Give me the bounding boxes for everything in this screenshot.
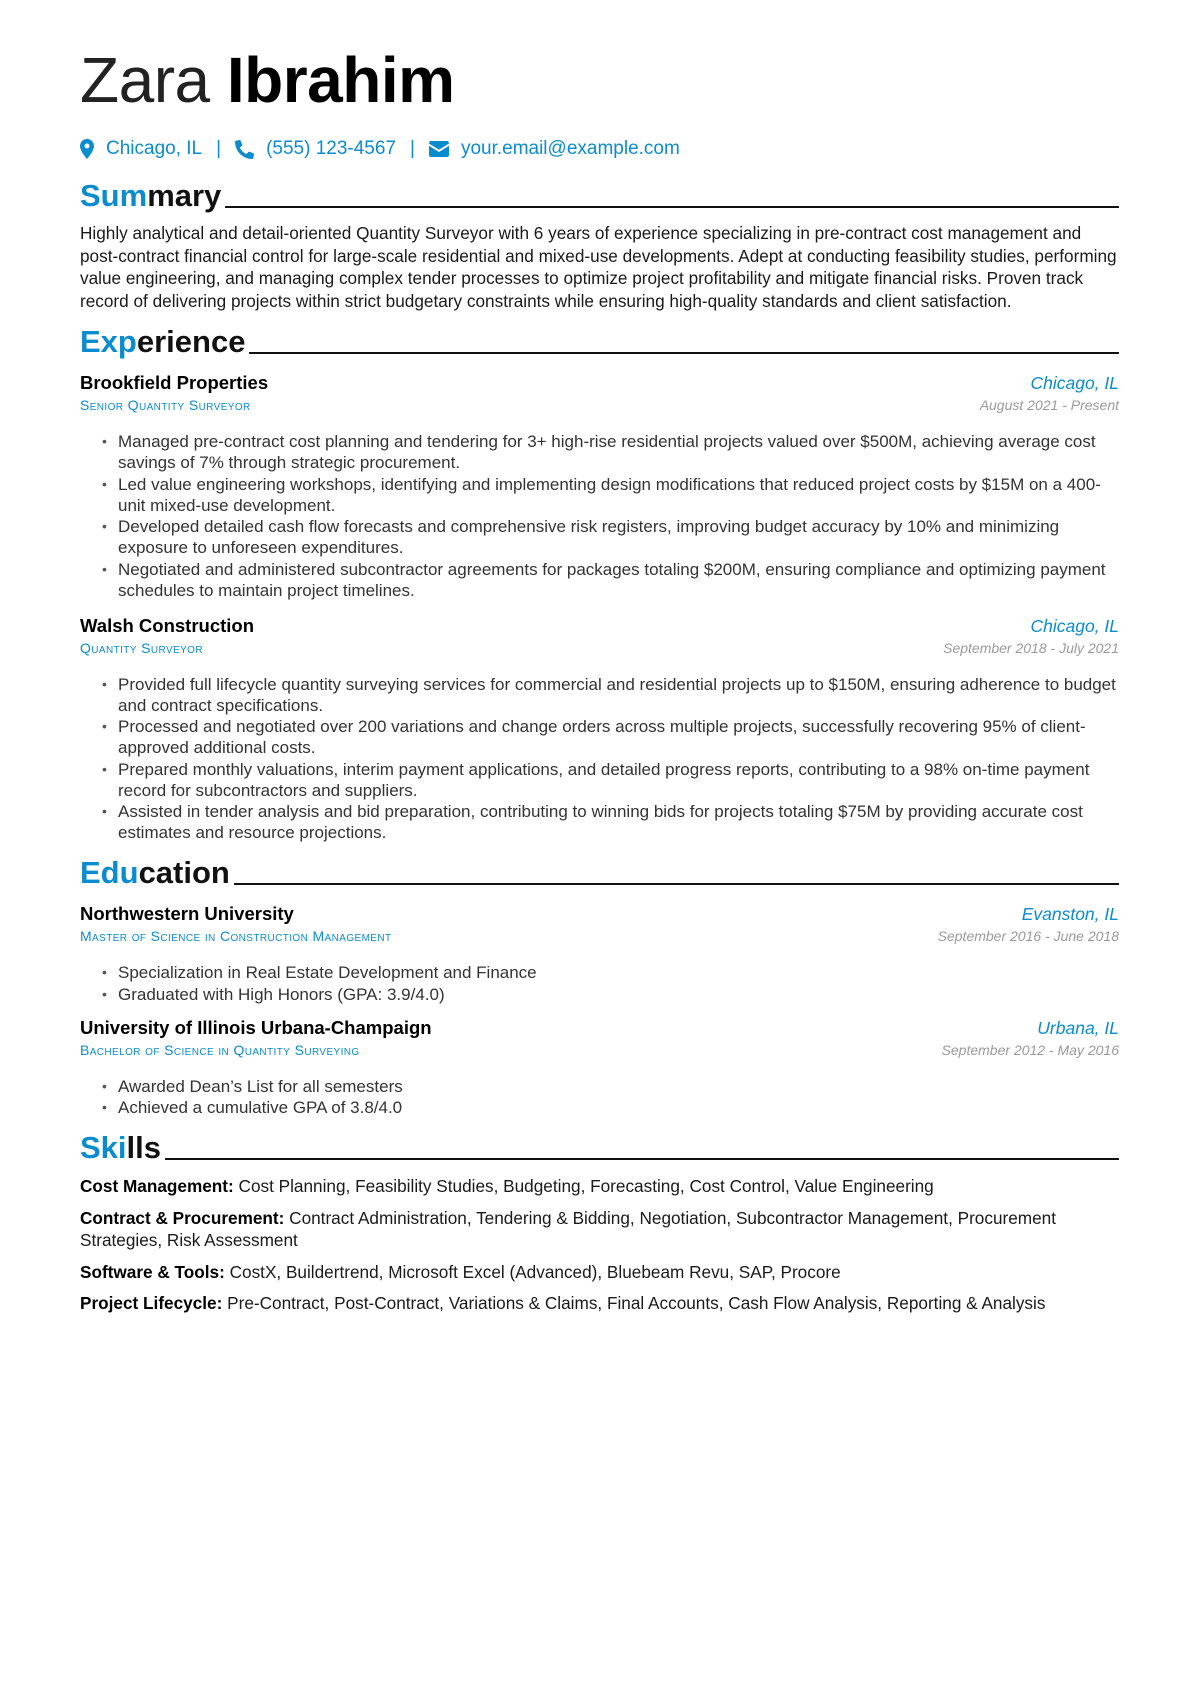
section-title: Skills xyxy=(80,1130,161,1165)
list-item: • Awarded Dean’s List for all semesters xyxy=(102,1076,1119,1097)
list-item: • Achieved a cumulative GPA of 3.8/4.0 xyxy=(102,1097,1119,1118)
experience-section-header xyxy=(80,320,1119,360)
entry-location: Urbana, IL xyxy=(1037,1017,1119,1038)
skill-values: CostX, Buildertrend, Microsoft Excel (Advanced), Bluebeam Revu, SAP, Procore xyxy=(229,1261,841,1282)
phone-icon xyxy=(235,140,254,159)
education-entry xyxy=(80,903,1119,1005)
employer-name: Walsh Construction xyxy=(80,614,255,636)
section-divider xyxy=(234,883,1119,885)
section-divider xyxy=(165,1158,1119,1160)
map-marker-icon xyxy=(80,139,94,159)
list-item: • Managed pre-contract cost planning and tendering for 3+ high-rise residential projects valued over $500M, achieving average cost savings of 7% through strategic procurement. xyxy=(102,431,1119,473)
location-text: Chicago, IL xyxy=(106,138,203,159)
skill-category: Software & Tools: xyxy=(80,1261,225,1282)
bullet-list xyxy=(80,962,1119,1005)
experience-entry xyxy=(80,615,1119,844)
skill-category: Contract & Procurement: xyxy=(80,1207,285,1228)
skill-values: Pre-Contract, Post-Contract, Variations & Claims, Final Accounts, Cash Flow Analysis, Reporting & Analysis xyxy=(227,1293,1046,1313)
resume-page xyxy=(80,38,1119,1315)
contact-bar xyxy=(80,132,1119,166)
skill-line xyxy=(80,1207,1119,1252)
bullet-list xyxy=(80,1076,1119,1119)
skill-category: Project Lifecycle: xyxy=(80,1293,223,1313)
contact-phone[interactable] xyxy=(235,138,396,160)
email-link[interactable]: your.email@example.com xyxy=(460,138,680,159)
degree-title: Bachelor of Science in Quantity Surveying xyxy=(80,1041,360,1058)
contact-email[interactable] xyxy=(429,138,680,160)
skills-section-header xyxy=(80,1126,1119,1166)
entry-location: Chicago, IL xyxy=(1030,373,1119,393)
envelope-icon xyxy=(429,141,449,157)
section-title: Experience xyxy=(80,324,246,359)
entry-location: Evanston, IL xyxy=(1021,904,1119,924)
phone-text[interactable]: (555) 123-4567 xyxy=(266,138,396,159)
education-entry xyxy=(80,1017,1119,1119)
last-name: Ibrahim xyxy=(226,44,455,116)
institution-name: University of Illinois Urbana-Champaign xyxy=(80,1016,432,1038)
section-title: Summary xyxy=(80,178,222,213)
section-divider xyxy=(225,206,1119,208)
contact-separator: | xyxy=(216,138,222,159)
job-title: Senior Quantity Surveyor xyxy=(80,397,251,413)
list-item: • Prepared monthly valuations, interim payment applications, and detailed progress reports, contributing to a 98% on-time payment record for subcontractors and suppliers. xyxy=(102,759,1119,801)
entry-dates: September 2018 - July 2021 xyxy=(943,639,1119,656)
entry-dates: August 2021 - Present xyxy=(979,397,1119,413)
skill-values: Cost Planning, Feasibility Studies, Budgeting, Forecasting, Cost Control, Value Engineering xyxy=(238,1176,934,1196)
summary-section-header xyxy=(80,174,1119,214)
list-item: • Developed detailed cash flow forecasts and comprehensive risk registers, improving budget accuracy by 10% and minimizing exposure to unforeseen expenditures. xyxy=(102,516,1119,558)
employer-name: Brookfield Properties xyxy=(80,372,269,393)
entry-location: Chicago, IL xyxy=(1030,615,1119,636)
skill-line xyxy=(80,1292,1119,1315)
skill-line xyxy=(80,1175,1119,1198)
list-item: • Led value engineering workshops, identifying and implementing design modifications that reduced project costs by $15M on a 400-unit mixed-use development. xyxy=(102,474,1119,516)
skill-values: Contract Administration, Tendering & Bidding, Negotiation, Subcontractor Management, Procurement Strategies, Risk Assessment xyxy=(80,1207,1057,1250)
list-item: • Provided full lifecycle quantity surveying services for commercial and residential projects up to $150M, ensuring adherence to budget and contract specifications. xyxy=(102,674,1119,716)
job-title: Quantity Surveyor xyxy=(80,639,203,656)
section-title: Education xyxy=(80,855,230,890)
contact-separator: | xyxy=(410,138,415,159)
bullet-list xyxy=(80,431,1119,601)
list-item: • Processed and negotiated over 200 variations and change orders across multiple projects, successfully recovering 95% of client-approved additional costs. xyxy=(102,716,1119,758)
list-item: • Specialization in Real Estate Development and Finance xyxy=(102,962,1119,983)
list-item: • Negotiated and administered subcontractor agreements for packages totaling $200M, ensuring compliance and optimizing payment schedules to maintain project timelines. xyxy=(102,559,1119,601)
entry-dates: September 2012 - May 2016 xyxy=(941,1041,1119,1058)
candidate-name xyxy=(80,38,1119,122)
skill-category: Cost Management: xyxy=(80,1176,234,1196)
degree-title: Master of Science in Construction Management xyxy=(80,928,392,944)
list-item: • Assisted in tender analysis and bid preparation, contributing to winning bids for projects totaling $75M by providing accurate cost estimates and resource projections. xyxy=(102,801,1119,843)
contact-location xyxy=(80,138,202,160)
institution-name: Northwestern University xyxy=(80,903,294,924)
bullet-list xyxy=(80,674,1119,844)
skill-line xyxy=(80,1261,1119,1284)
entry-dates: September 2016 - June 2018 xyxy=(937,928,1119,944)
summary-text: Highly analytical and detail-oriented Quantity Surveyor with 6 years of experience specializing in pre-contract cost management and post-contract financial control for large-scale residential and mixed-use developments. Adept at conducting feasibility studies, performing value engineering, and managing complex tender processes to optimize project profitability and mitigate financial risks. Proven track record of delivering projects within strict budgetary constraints while ensuring high-quality standards and client satisfaction. xyxy=(80,223,1117,311)
first-name: Zara xyxy=(80,44,210,116)
list-item: • Graduated with High Honors (GPA: 3.9/4.0) xyxy=(102,984,1119,1005)
section-divider xyxy=(249,352,1119,354)
education-section-header xyxy=(80,851,1119,891)
experience-entry xyxy=(80,372,1119,601)
